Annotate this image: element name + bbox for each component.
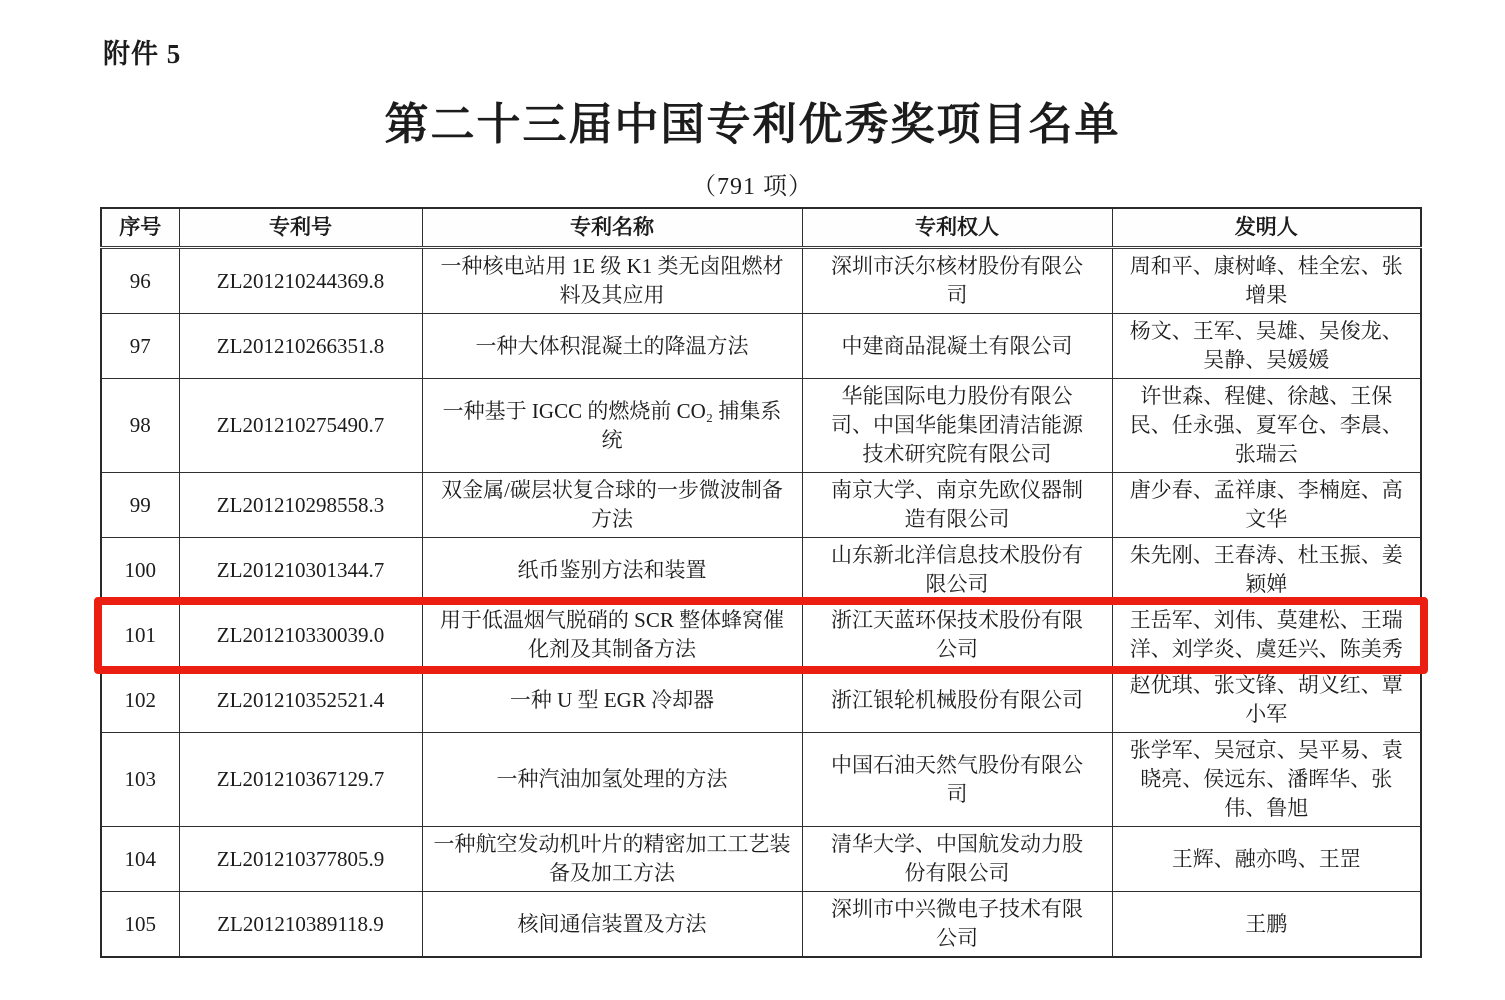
- cell-patent-name: 一种核电站用 1E 级 K1 类无卤阻燃材料及其应用: [422, 248, 802, 314]
- cell-patentee: 华能国际电力股份有限公司、中国华能集团清洁能源技术研究院有限公司: [802, 379, 1112, 473]
- cell-patent-name: 一种汽油加氢处理的方法: [422, 733, 802, 827]
- cell-patent-no: ZL201210377805.9: [179, 827, 422, 892]
- cell-no: 104: [101, 827, 179, 892]
- cell-patent-name: 用于低温烟气脱硝的 SCR 整体蜂窝催化剂及其制备方法: [422, 603, 802, 668]
- column-header-patentee: 专利权人: [802, 208, 1112, 248]
- table-row: [101, 248, 1421, 314]
- cell-no: 103: [101, 733, 179, 827]
- cell-inventors: 杨文、王军、吴雄、吴俊龙、吴静、吴媛媛: [1112, 314, 1421, 379]
- cell-patentee: 清华大学、中国航发动力股份有限公司: [802, 827, 1112, 892]
- cell-patent-name: 一种基于 IGCC 的燃烧前 CO₂ 捕集系统: [422, 379, 802, 473]
- table-row: [101, 827, 1421, 892]
- table-row: [101, 473, 1421, 538]
- cell-patentee: 浙江天蓝环保技术股份有限公司: [802, 603, 1112, 668]
- table-row: [101, 668, 1421, 733]
- cell-no: 99: [101, 473, 179, 538]
- award-table-container: [100, 207, 1420, 958]
- table-body: [101, 248, 1421, 958]
- cell-patent-no: ZL201210244369.8: [179, 248, 422, 314]
- table-row-highlighted: [101, 603, 1421, 668]
- cell-no: 105: [101, 892, 179, 958]
- cell-patent-no: ZL201210301344.7: [179, 538, 422, 603]
- cell-patentee: 南京大学、南京先欧仪器制造有限公司: [802, 473, 1112, 538]
- cell-patent-no: ZL201210275490.7: [179, 379, 422, 473]
- cell-patent-name: 一种 U 型 EGR 冷却器: [422, 668, 802, 733]
- cell-patent-name: 核间通信装置及方法: [422, 892, 802, 958]
- cell-patentee: 深圳市中兴微电子技术有限公司: [802, 892, 1112, 958]
- cell-inventors: 张学军、吴冠京、吴平易、袁晓亮、侯远东、潘晖华、张伟、鲁旭: [1112, 733, 1421, 827]
- cell-patent-name: 一种大体积混凝土的降温方法: [422, 314, 802, 379]
- award-table: [100, 207, 1422, 958]
- table-header-row: [101, 208, 1421, 248]
- cell-inventors: 赵优琪、张文锋、胡义红、覃小军: [1112, 668, 1421, 733]
- page-title: 第二十三届中国专利优秀奖项目名单: [384, 100, 1121, 149]
- cell-patent-no: ZL201210389118.9: [179, 892, 422, 958]
- cell-patent-no: ZL201210298558.3: [179, 473, 422, 538]
- cell-patent-name: 双金属/碳层状复合球的一步微波制备方法: [422, 473, 802, 538]
- cell-inventors: 王岳军、刘伟、莫建松、王瑞洋、刘学炎、虞廷兴、陈美秀: [1112, 603, 1421, 668]
- table-row: [101, 892, 1421, 958]
- cell-inventors: 王鹏: [1112, 892, 1421, 958]
- cell-patent-no: ZL201210330039.0: [179, 603, 422, 668]
- page-subtitle: （791 项）: [692, 174, 813, 200]
- cell-no: 98: [101, 379, 179, 473]
- cell-patent-no: ZL201210266351.8: [179, 314, 422, 379]
- cell-patentee: 中国石油天然气股份有限公司: [802, 733, 1112, 827]
- cell-patentee: 浙江银轮机械股份有限公司: [802, 668, 1112, 733]
- cell-no: 96: [101, 248, 179, 314]
- cell-no: 101: [101, 603, 179, 668]
- column-header-patent-no: 专利号: [179, 208, 422, 248]
- cell-inventors: 许世森、程健、徐越、王保民、任永强、夏军仓、李晨、张瑞云: [1112, 379, 1421, 473]
- cell-patentee: 山东新北洋信息技术股份有限公司: [802, 538, 1112, 603]
- cell-patentee: 深圳市沃尔核材股份有限公司: [802, 248, 1112, 314]
- cell-patent-name: 纸币鉴别方法和装置: [422, 538, 802, 603]
- column-header-patent-name: 专利名称: [422, 208, 802, 248]
- column-header-no: 序号: [101, 208, 179, 248]
- table-row: [101, 379, 1421, 473]
- cell-inventors: 朱先刚、王春涛、杜玉振、姜颖婵: [1112, 538, 1421, 603]
- cell-no: 100: [101, 538, 179, 603]
- cell-patent-no: ZL201210352521.4: [179, 668, 422, 733]
- cell-patentee: 中建商品混凝土有限公司: [802, 314, 1112, 379]
- cell-inventors: 唐少春、孟祥康、李楠庭、高文华: [1112, 473, 1421, 538]
- cell-patent-name: 一种航空发动机叶片的精密加工工艺装备及加工方法: [422, 827, 802, 892]
- cell-patent-no: ZL201210367129.7: [179, 733, 422, 827]
- cell-inventors: 周和平、康树峰、桂全宏、张增果: [1112, 248, 1421, 314]
- cell-no: 97: [101, 314, 179, 379]
- table-row: [101, 538, 1421, 603]
- cell-no: 102: [101, 668, 179, 733]
- table-row: [101, 733, 1421, 827]
- attachment-label: 附件 5: [103, 39, 182, 69]
- table-row: [101, 314, 1421, 379]
- column-header-inventors: 发明人: [1112, 208, 1421, 248]
- table-header: [101, 208, 1421, 248]
- cell-inventors: 王辉、融亦鸣、王罡: [1112, 827, 1421, 892]
